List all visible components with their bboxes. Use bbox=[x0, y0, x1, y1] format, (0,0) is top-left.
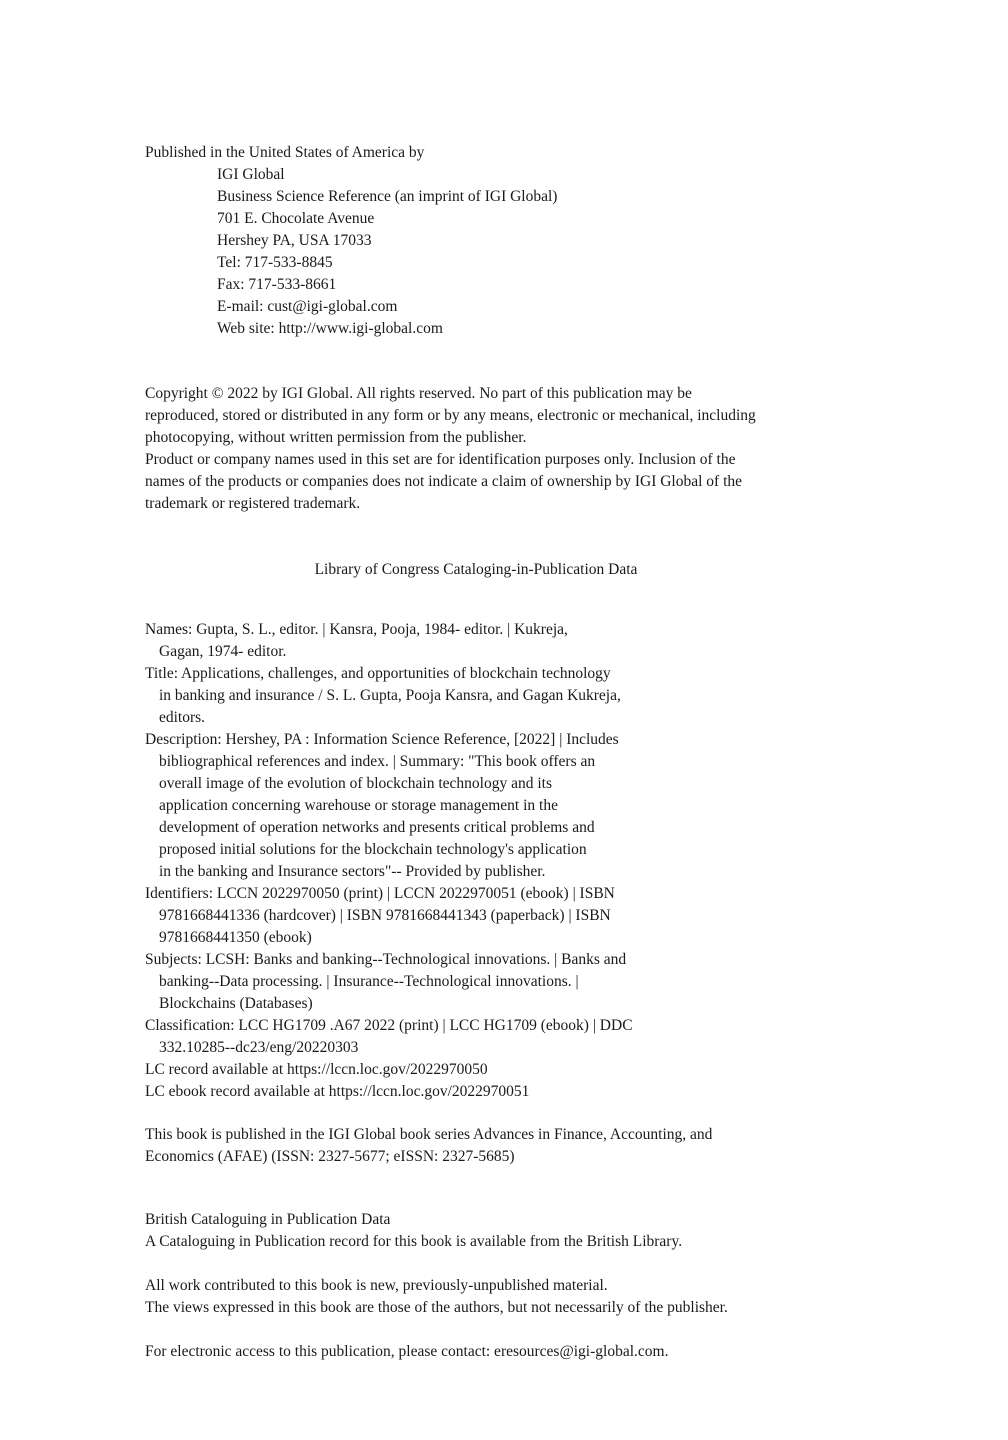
copyright-block bbox=[145, 383, 875, 515]
cip-identifiers: Identifiers: LCCN 2022970050 (print) | LCCN 2022970051 (ebook) | ISBN bbox=[145, 885, 615, 902]
copyright-line: photocopying, without written permission from the publisher. bbox=[145, 429, 527, 446]
cip-subjects-cont: Blockchains (Databases) bbox=[159, 995, 313, 1012]
publisher-website: Web site: http://www.igi-global.com bbox=[217, 320, 443, 337]
cip-description: Description: Hershey, PA : Information Science Reference, [2022] | Includes bbox=[145, 731, 619, 748]
cip-identifiers-cont: 9781668441350 (ebook) bbox=[159, 929, 312, 946]
cip-description-cont: overall image of the evolution of blockchain technology and its bbox=[159, 775, 552, 792]
british-cip-text: A Cataloguing in Publication record for this book is available from the British Library. bbox=[145, 1233, 683, 1250]
contact-line: For electronic access to this publication, please contact: eresources@igi-global.com. bbox=[145, 1343, 669, 1360]
publisher-intro: Published in the United States of America by bbox=[145, 144, 425, 161]
cip-lc-record: LC record available at https://lccn.loc.gov/2022970050 bbox=[145, 1061, 488, 1078]
cip-title: Title: Applications, challenges, and opportunities of blockchain technology bbox=[145, 665, 611, 682]
cip-heading: Library of Congress Cataloging-in-Publication Data bbox=[314, 561, 638, 578]
cip-subjects-cont: banking--Data processing. | Insurance--Technological innovations. | bbox=[159, 973, 579, 990]
contact-block bbox=[145, 1341, 875, 1363]
british-cip-heading: British Cataloguing in Publication Data bbox=[145, 1211, 391, 1228]
notice-line: The views expressed in this book are those of the authors, but not necessarily of the publisher. bbox=[145, 1299, 728, 1316]
trademark-line: names of the products or companies does not indicate a claim of ownership by IGI Global of the bbox=[145, 473, 743, 490]
cip-description-cont: application concerning warehouse or storage management in the bbox=[159, 797, 558, 814]
publisher-tel: Tel: 717-533-8845 bbox=[217, 254, 333, 271]
publisher-city: Hershey PA, USA 17033 bbox=[217, 232, 372, 249]
trademark-line: trademark or registered trademark. bbox=[145, 495, 361, 512]
series-line: This book is published in the IGI Global book series Advances in Finance, Accounting, and bbox=[145, 1126, 713, 1143]
cip-record bbox=[145, 619, 875, 1103]
notice-block bbox=[145, 1275, 875, 1319]
cip-title-cont: editors. bbox=[159, 709, 206, 726]
cip-names: Names: Gupta, S. L., editor. | Kansra, Pooja, 1984- editor. | Kukreja, bbox=[145, 621, 568, 638]
copyright-line: Copyright © 2022 by IGI Global. All rights reserved. No part of this publication may be bbox=[145, 385, 692, 402]
series-line: Economics (AFAE) (ISSN: 2327-5677; eISSN: 2327-5685) bbox=[145, 1148, 515, 1165]
cip-description-cont: proposed initial solutions for the blockchain technology's application bbox=[159, 841, 587, 858]
series-block bbox=[145, 1124, 875, 1168]
publisher-block bbox=[145, 142, 875, 340]
publisher-street: 701 E. Chocolate Avenue bbox=[217, 210, 375, 227]
publisher-imprint: Business Science Reference (an imprint of IGI Global) bbox=[217, 188, 558, 205]
cip-classification: Classification: LCC HG1709 .A67 2022 (print) | LCC HG1709 (ebook) | DDC bbox=[145, 1017, 633, 1034]
cip-subjects: Subjects: LCSH: Banks and banking--Technological innovations. | Banks and bbox=[145, 951, 627, 968]
cip-title-cont: in banking and insurance / S. L. Gupta, Pooja Kansra, and Gagan Kukreja, bbox=[159, 687, 621, 704]
cip-lc-ebook-record: LC ebook record available at https://lccn.loc.gov/2022970051 bbox=[145, 1083, 530, 1100]
publisher-email: E-mail: cust@igi-global.com bbox=[217, 298, 398, 315]
cip-description-cont: bibliographical references and index. | Summary: "This book offers an bbox=[159, 753, 596, 770]
publisher-name: IGI Global bbox=[217, 166, 285, 183]
notice-line: All work contributed to this book is new, previously-unpublished material. bbox=[145, 1277, 608, 1294]
cip-names-cont: Gagan, 1974- editor. bbox=[159, 643, 287, 660]
cip-identifiers-cont: 9781668441336 (hardcover) | ISBN 9781668441343 (paperback) | ISBN bbox=[159, 907, 611, 924]
copyright-line: reproduced, stored or distributed in any form or by any means, electronic or mechanical, including bbox=[145, 407, 756, 424]
cip-description-cont: development of operation networks and presents critical problems and bbox=[159, 819, 595, 836]
cip-description-cont: in the banking and Insurance sectors"-- Provided by publisher. bbox=[159, 863, 546, 880]
cip-classification-cont: 332.10285--dc23/eng/20220303 bbox=[159, 1039, 359, 1056]
publisher-fax: Fax: 717-533-8661 bbox=[217, 276, 337, 293]
trademark-line: Product or company names used in this set are for identification purposes only. Inclusion of the bbox=[145, 451, 736, 468]
british-cip-block bbox=[145, 1209, 875, 1253]
